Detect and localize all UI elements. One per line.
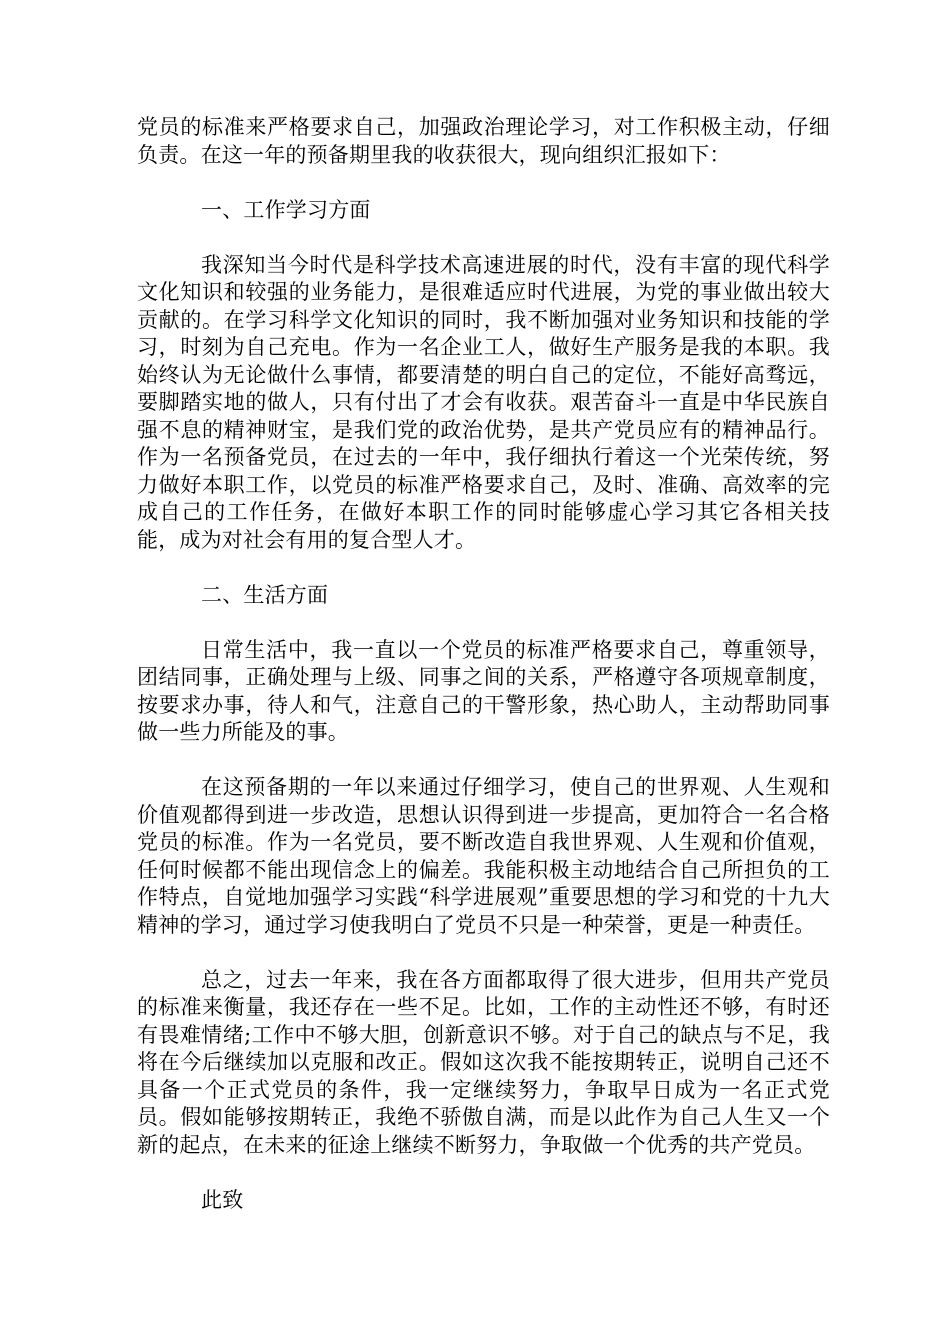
paragraph-gap [137,554,830,582]
paragraph-gap [137,224,830,252]
paragraph-work-study: 我深知当今时代是科学技术高速进展的时代，没有丰富的现代科学文化知识和较强的业务能力，是很难适应时代进展，为党的事业做出较大贡献的。在学习科学文化知识的同时，我不断加强对业务知识和技能的学习，时刻为自己充电。作为一名企业工人，做好生产服务是我的本职。我始终认为无论做什么事情，都要清楚的明白自己的定位，不能好高骛远，要脚踏实地的做人，只有付出了才会有收获。艰苦奋斗一直是中华民族自强不息的精神财宝，是我们党的政治优势，是共产党员应有的精神品行。作为一名预备党员，在过去的一年中，我仔细执行着这一个光荣传统，努力做好本职工作，以党员的标准严格要求自己，及时、准确、高效率的完成自己的工作任务，在做好本职工作的同时能够虚心学习其它各相关技能，成为对社会有用的复合型人才。 [137,252,830,552]
paragraph-gap [137,747,830,775]
section-heading-life: 二、生活方面 [201,582,329,607]
paragraph-gap [137,1159,830,1187]
paragraph-daily-life: 日常生活中，我一直以一个党员的标准严格要求自己，尊重领导，团结同事，正确处理与上级、同事之间的关系，严格遵守各项规章制度，按要求办事，待人和气，注意自己的干警形象，热心助人，主动帮助同事做一些力所能及的事。 [137,637,830,744]
section-heading-work-study: 一、工作学习方面 [201,197,371,222]
paragraph-gap [137,169,830,197]
paragraph-summary: 总之，过去一年来，我在各方面都取得了很大进步，但用共产党员的标准来衡量，我还存在一些不足。比如，工作的主动性还不够，有时还有畏难情绪;工作中不够大胆，创新意识不够。对于自己的缺点与不足，我将在今后继续加以克服和改正。假如这次我不能按期转正，说明自己还不具备一个正式党员的条件，我一定继续努力，争取早日成为一名正式党员。假如能够按期转正，我绝不骄傲自满，而是以此作为自己人生又一个新的起点，在未来的征途上继续不断努力，争取做一个优秀的共产党员。 [137,967,830,1157]
paragraph-gap [137,939,830,967]
document-body [137,114,830,1214]
paragraph-study-reflection: 在这预备期的一年以来通过仔细学习，使自己的世界观、人生观和价值观都得到进一步改造，思想认识得到进一步提高，更加符合一名合格党员的标准。作为一名党员，要不断改造自我世界观、人生观和价值观，任何时候都不能出现信念上的偏差。我能积极主动地结合自己所担负的工作特点，自觉地加强学习实践“科学进展观”重要思想的学习和党的十九大精神的学习，通过学习使我明白了党员不只是一种荣誉，更是一种责任。 [137,775,830,937]
closing-salutation: 此致 [201,1187,244,1212]
paragraph-gap [137,609,830,637]
paragraph-continued-intro: 党员的标准来严格要求自己，加强政治理论学习，对工作积极主动，仔细负责。在这一年的预备期里我的收获很大，现向组织汇报如下： [137,115,830,167]
